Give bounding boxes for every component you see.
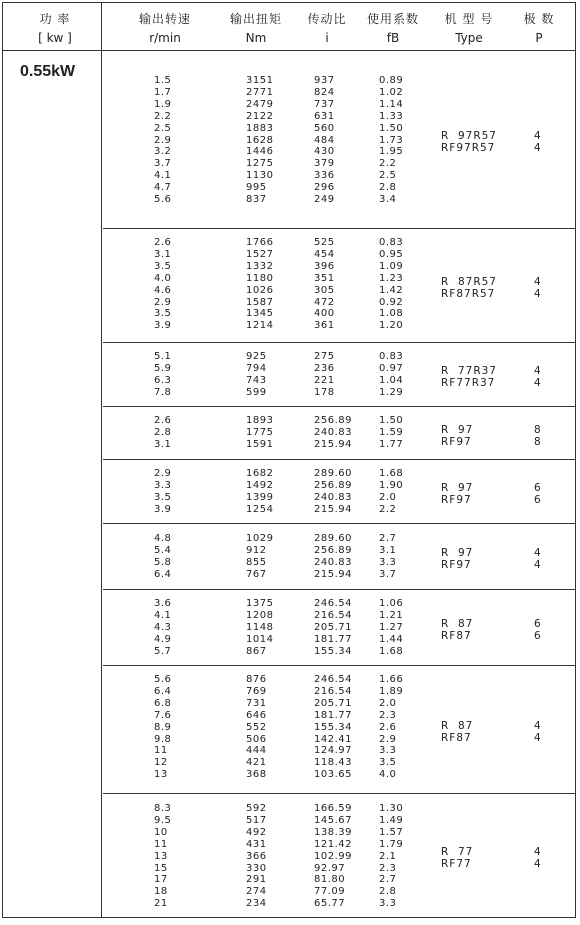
speed-cell: 4.1 [154, 609, 172, 621]
torque-cell: 2771 [246, 86, 274, 98]
pole-count: 4 [534, 858, 541, 870]
ratio-cell: 289.60 [314, 468, 352, 479]
factor-cell: 0.83 [379, 237, 404, 248]
speed-cell: 15 [154, 862, 168, 874]
factor-cell: 1.57 [379, 826, 404, 838]
ratio-cell: 181.77 [314, 633, 352, 645]
speed-cell: 7.6 [154, 709, 172, 721]
model-type: RF77 [441, 858, 472, 870]
speed-cell: 3.3 [154, 479, 172, 491]
factor-cell: 1.68 [379, 468, 404, 479]
model-type: RF97R57 [441, 142, 496, 154]
pole-count: 4 [534, 547, 541, 559]
factor-cell: 0.83 [379, 351, 404, 362]
ratio-cell: 256.89 [314, 544, 352, 556]
header-speed-unit: r/min [149, 31, 181, 45]
factor-cell: 3.1 [379, 544, 397, 556]
factor-cell: 1.79 [379, 838, 404, 850]
model-type: R 87 [441, 618, 474, 630]
torque-cell: 1587 [246, 296, 274, 308]
torque-cell: 1682 [246, 468, 274, 479]
speed-cell: 6.4 [154, 685, 172, 697]
header-model-unit: Type [455, 31, 483, 45]
factor-cell: 3.3 [379, 898, 397, 910]
ratio-cell: 240.83 [314, 426, 352, 438]
torque-cell: 1275 [246, 158, 274, 170]
ratio-cell: 121.42 [314, 838, 352, 850]
torque-cell: 743 [246, 374, 267, 386]
ratio-cell: 240.83 [314, 491, 352, 503]
torque-cell: 599 [246, 386, 267, 398]
model-type: R 87 [441, 720, 474, 732]
factor-cell: 1.02 [379, 86, 404, 98]
torque-cell: 1332 [246, 260, 274, 272]
speed-cell: 3.1 [154, 248, 172, 260]
factor-cell: 1.08 [379, 308, 404, 320]
header-torque-unit: Nm [245, 31, 267, 45]
torque-cell: 1254 [246, 503, 274, 515]
factor-cell: 1.50 [379, 415, 404, 426]
factor-cell: 2.6 [379, 721, 397, 733]
factor-cell: 1.04 [379, 374, 404, 386]
header-torque-label: 输出扭矩 [229, 12, 282, 26]
speed-cell: 5.4 [154, 544, 172, 556]
model-type: R 97 [441, 547, 474, 559]
speed-cell: 13 [154, 769, 168, 781]
model-type: RF97 [441, 435, 472, 448]
ratio-cell: 937 [314, 75, 335, 86]
ratio-cell: 351 [314, 272, 335, 284]
ratio-cell: 138.39 [314, 826, 352, 838]
ratio-cell: 216.54 [314, 685, 352, 697]
ratio-cell: 215.94 [314, 503, 352, 515]
speed-cell: 2.9 [154, 468, 172, 479]
ratio-cell: 396 [314, 260, 335, 272]
ratio-cell: 124.97 [314, 745, 352, 757]
factor-cell: 3.5 [379, 757, 397, 769]
torque-cell: 2122 [246, 110, 274, 122]
pole-count: 4 [534, 732, 541, 744]
ratio-cell: 81.80 [314, 874, 346, 886]
torque-cell: 1130 [246, 170, 274, 182]
model-type: RF87 [441, 630, 472, 642]
factor-cell: 1.73 [379, 134, 404, 146]
speed-cell: 18 [154, 886, 168, 898]
speed-cell: 6.4 [154, 568, 172, 580]
torque-cell: 767 [246, 568, 267, 580]
header-power-unit: [ kw ] [38, 31, 72, 45]
speed-cell: 5.1 [154, 351, 172, 362]
factor-cell: 1.95 [379, 146, 404, 158]
speed-cell: 4.0 [154, 272, 172, 284]
factor-cell: 1.21 [379, 609, 404, 621]
speed-cell: 6.8 [154, 697, 172, 709]
factor-cell: 1.50 [379, 122, 404, 134]
speed-cell: 17 [154, 874, 168, 886]
speed-cell: 3.9 [154, 320, 172, 332]
factor-cell: 3.3 [379, 745, 397, 757]
torque-cell: 995 [246, 182, 267, 194]
torque-cell: 731 [246, 697, 267, 709]
header-poles-unit: P [535, 31, 543, 45]
ratio-cell: 525 [314, 237, 335, 248]
data-group [103, 590, 576, 666]
speed-cell: 3.6 [154, 598, 172, 609]
factor-cell: 1.66 [379, 674, 404, 685]
ratio-cell: 737 [314, 98, 335, 110]
model-type: R 97 [441, 423, 474, 436]
speed-cell: 3.7 [154, 158, 172, 170]
factor-cell: 0.89 [379, 75, 404, 86]
selection-table [2, 2, 576, 918]
torque-cell: 1026 [246, 284, 274, 296]
factor-cell: 1.89 [379, 685, 404, 697]
ratio-cell: 215.94 [314, 438, 352, 450]
factor-cell: 1.09 [379, 260, 404, 272]
header-power [7, 10, 103, 48]
ratio-cell: 454 [314, 248, 335, 260]
speed-cell: 4.8 [154, 533, 172, 544]
model-type: R 97 [441, 482, 474, 494]
ratio-cell: 560 [314, 122, 335, 134]
model-type: RF97 [441, 494, 472, 506]
pole-count: 4 [534, 720, 541, 732]
ratio-cell: 155.34 [314, 721, 352, 733]
ratio-cell: 221 [314, 374, 335, 386]
factor-cell: 2.5 [379, 170, 397, 182]
torque-cell: 912 [246, 544, 267, 556]
data-group [103, 229, 576, 343]
torque-cell: 1214 [246, 320, 274, 332]
data-group [103, 794, 576, 918]
ratio-cell: 205.71 [314, 621, 352, 633]
factor-cell: 2.2 [379, 158, 397, 170]
speed-cell: 2.6 [154, 237, 172, 248]
speed-cell: 5.6 [154, 674, 172, 685]
header-factor-unit: fB [386, 31, 400, 45]
torque-cell: 1527 [246, 248, 274, 260]
factor-cell: 1.59 [379, 426, 404, 438]
power-value: 0.55kW [20, 63, 76, 80]
ratio-cell: 236 [314, 362, 335, 374]
pole-count: 8 [534, 435, 541, 448]
torque-cell: 1766 [246, 237, 274, 248]
pole-count: 4 [534, 276, 541, 288]
pole-count: 6 [534, 630, 541, 642]
torque-cell: 1492 [246, 479, 274, 491]
speed-cell: 3.9 [154, 503, 172, 515]
factor-cell: 3.3 [379, 556, 397, 568]
column-divider [101, 3, 102, 917]
torque-cell: 925 [246, 351, 267, 362]
ratio-cell: 631 [314, 110, 335, 122]
torque-cell: 1399 [246, 491, 274, 503]
model-type: R 77R37 [441, 365, 497, 377]
speed-cell: 7.8 [154, 386, 172, 398]
data-group [103, 51, 576, 229]
torque-cell: 3151 [246, 75, 274, 86]
header-speed-label: 输出转速 [138, 12, 191, 26]
torque-cell: 769 [246, 685, 267, 697]
torque-cell: 421 [246, 757, 267, 769]
torque-cell: 366 [246, 850, 267, 862]
factor-cell: 0.92 [379, 296, 404, 308]
torque-cell: 1345 [246, 308, 274, 320]
torque-cell: 1591 [246, 438, 274, 450]
header-ratio-unit: i [325, 31, 329, 45]
table-header [3, 3, 575, 51]
torque-cell: 506 [246, 733, 267, 745]
speed-cell: 9.5 [154, 814, 172, 826]
ratio-cell: 336 [314, 170, 335, 182]
speed-cell: 11 [154, 838, 168, 850]
torque-cell: 837 [246, 194, 267, 205]
speed-cell: 10 [154, 826, 168, 838]
ratio-cell: 275 [314, 351, 335, 362]
ratio-cell: 472 [314, 296, 335, 308]
torque-cell: 1893 [246, 415, 274, 426]
pole-count: 4 [534, 130, 541, 142]
speed-cell: 4.6 [154, 284, 172, 296]
data-group [103, 524, 576, 590]
factor-cell: 1.44 [379, 633, 404, 645]
torque-cell: 646 [246, 709, 267, 721]
pole-count: 4 [534, 142, 541, 154]
ratio-cell: 256.89 [314, 479, 352, 491]
ratio-cell: 145.67 [314, 814, 352, 826]
factor-cell: 0.95 [379, 248, 404, 260]
torque-cell: 794 [246, 362, 267, 374]
speed-cell: 2.9 [154, 296, 172, 308]
pole-count: 6 [534, 618, 541, 630]
ratio-cell: 246.54 [314, 598, 352, 609]
speed-cell: 3.5 [154, 260, 172, 272]
header-model [429, 10, 509, 48]
speed-cell: 6.3 [154, 374, 172, 386]
pole-count: 4 [534, 559, 541, 571]
torque-cell: 1628 [246, 134, 274, 146]
ratio-cell: 77.09 [314, 886, 346, 898]
header-ratio-label: 传动比 [307, 12, 347, 26]
factor-cell: 2.0 [379, 491, 397, 503]
torque-cell: 2479 [246, 98, 274, 110]
torque-cell: 867 [246, 645, 267, 657]
torque-cell: 291 [246, 874, 267, 886]
header-model-label: 机 型 号 [444, 12, 494, 26]
ratio-cell: 289.60 [314, 533, 352, 544]
factor-cell: 2.8 [379, 886, 397, 898]
header-factor-label: 使用系数 [366, 12, 419, 26]
factor-cell: 1.33 [379, 110, 404, 122]
torque-cell: 855 [246, 556, 267, 568]
model-type: R 77 [441, 846, 474, 858]
pole-count: 8 [534, 423, 541, 436]
speed-cell: 4.3 [154, 621, 172, 633]
factor-cell: 2.9 [379, 733, 397, 745]
ratio-cell: 181.77 [314, 709, 352, 721]
factor-cell: 1.90 [379, 479, 404, 491]
factor-cell: 2.0 [379, 697, 397, 709]
factor-cell: 2.3 [379, 862, 397, 874]
speed-cell: 3.2 [154, 146, 172, 158]
ratio-cell: 166.59 [314, 803, 352, 814]
factor-cell: 2.3 [379, 709, 397, 721]
header-ratio [295, 10, 359, 48]
speed-cell: 3.5 [154, 491, 172, 503]
ratio-cell: 102.99 [314, 850, 352, 862]
ratio-cell: 155.34 [314, 645, 352, 657]
ratio-cell: 256.89 [314, 415, 352, 426]
speed-cell: 13 [154, 850, 168, 862]
speed-cell: 5.9 [154, 362, 172, 374]
factor-cell: 2.8 [379, 182, 397, 194]
speed-cell: 1.7 [154, 86, 172, 98]
model-type: RF97 [441, 559, 472, 571]
data-group [103, 343, 576, 407]
torque-cell: 1148 [246, 621, 274, 633]
header-power-label: 功 率 [39, 12, 71, 26]
ratio-cell: 296 [314, 182, 335, 194]
speed-cell: 8.3 [154, 803, 172, 814]
ratio-cell: 205.71 [314, 697, 352, 709]
header-factor [357, 10, 429, 48]
torque-cell: 1014 [246, 633, 274, 645]
pole-count: 4 [534, 846, 541, 858]
ratio-cell: 824 [314, 86, 335, 98]
factor-cell: 1.29 [379, 386, 404, 398]
ratio-cell: 240.83 [314, 556, 352, 568]
speed-cell: 4.9 [154, 633, 172, 645]
header-poles-label: 极 数 [523, 12, 555, 26]
ratio-cell: 142.41 [314, 733, 352, 745]
ratio-cell: 118.43 [314, 757, 352, 769]
factor-cell: 1.23 [379, 272, 404, 284]
factor-cell: 1.77 [379, 438, 404, 450]
speed-cell: 3.1 [154, 438, 172, 450]
torque-cell: 876 [246, 674, 267, 685]
ratio-cell: 246.54 [314, 674, 352, 685]
pole-count: 4 [534, 288, 541, 300]
speed-cell: 2.5 [154, 122, 172, 134]
factor-cell: 1.30 [379, 803, 404, 814]
factor-cell: 1.42 [379, 284, 404, 296]
data-group [103, 407, 576, 460]
ratio-cell: 65.77 [314, 898, 346, 910]
torque-cell: 1029 [246, 533, 274, 544]
ratio-cell: 249 [314, 194, 335, 205]
speed-cell: 5.6 [154, 194, 172, 205]
model-type: RF87R57 [441, 288, 496, 300]
torque-cell: 1775 [246, 426, 274, 438]
model-type: RF77R37 [441, 377, 496, 389]
data-group [103, 666, 576, 794]
factor-cell: 1.27 [379, 621, 404, 633]
torque-cell: 330 [246, 862, 267, 874]
header-speed [115, 10, 215, 48]
factor-cell: 1.49 [379, 814, 404, 826]
torque-cell: 1446 [246, 146, 274, 158]
torque-cell: 274 [246, 886, 267, 898]
speed-cell: 4.1 [154, 170, 172, 182]
torque-cell: 517 [246, 814, 267, 826]
speed-cell: 1.5 [154, 75, 172, 86]
torque-cell: 1180 [246, 272, 274, 284]
torque-cell: 368 [246, 769, 267, 781]
model-type: R 87R57 [441, 276, 497, 288]
pole-count: 4 [534, 365, 541, 377]
speed-cell: 4.7 [154, 182, 172, 194]
torque-cell: 1208 [246, 609, 274, 621]
torque-cell: 552 [246, 721, 267, 733]
torque-cell: 431 [246, 838, 267, 850]
data-group [103, 460, 576, 524]
ratio-cell: 103.65 [314, 769, 352, 781]
ratio-cell: 216.54 [314, 609, 352, 621]
ratio-cell: 430 [314, 146, 335, 158]
speed-cell: 3.5 [154, 308, 172, 320]
ratio-cell: 361 [314, 320, 335, 332]
factor-cell: 1.68 [379, 645, 404, 657]
speed-cell: 8.9 [154, 721, 172, 733]
factor-cell: 4.0 [379, 769, 397, 781]
speed-cell: 5.7 [154, 645, 172, 657]
ratio-cell: 215.94 [314, 568, 352, 580]
torque-cell: 1883 [246, 122, 274, 134]
speed-cell: 21 [154, 898, 168, 910]
factor-cell: 0.97 [379, 362, 404, 374]
torque-cell: 444 [246, 745, 267, 757]
ratio-cell: 92.97 [314, 862, 346, 874]
factor-cell: 2.7 [379, 533, 397, 544]
speed-cell: 2.9 [154, 134, 172, 146]
factor-cell: 3.7 [379, 568, 397, 580]
pole-count: 6 [534, 494, 541, 506]
speed-cell: 2.6 [154, 415, 172, 426]
model-type: R 97R57 [441, 130, 497, 142]
torque-cell: 592 [246, 803, 267, 814]
torque-cell: 492 [246, 826, 267, 838]
ratio-cell: 400 [314, 308, 335, 320]
ratio-cell: 379 [314, 158, 335, 170]
torque-cell: 1375 [246, 598, 274, 609]
pole-count: 6 [534, 482, 541, 494]
factor-cell: 2.2 [379, 503, 397, 515]
factor-cell: 1.14 [379, 98, 404, 110]
ratio-cell: 305 [314, 284, 335, 296]
header-poles [509, 10, 569, 48]
model-type: RF87 [441, 732, 472, 744]
torque-cell: 234 [246, 898, 267, 910]
ratio-cell: 484 [314, 134, 335, 146]
header-torque [217, 10, 295, 48]
speed-cell: 2.2 [154, 110, 172, 122]
speed-cell: 9.8 [154, 733, 172, 745]
factor-cell: 1.20 [379, 320, 404, 332]
speed-cell: 2.8 [154, 426, 172, 438]
ratio-cell: 178 [314, 386, 335, 398]
speed-cell: 12 [154, 757, 168, 769]
speed-cell: 11 [154, 745, 168, 757]
pole-count: 4 [534, 377, 541, 389]
factor-cell: 1.06 [379, 598, 404, 609]
speed-cell: 5.8 [154, 556, 172, 568]
factor-cell: 2.1 [379, 850, 397, 862]
factor-cell: 3.4 [379, 194, 397, 205]
speed-cell: 1.9 [154, 98, 172, 110]
factor-cell: 2.7 [379, 874, 397, 886]
